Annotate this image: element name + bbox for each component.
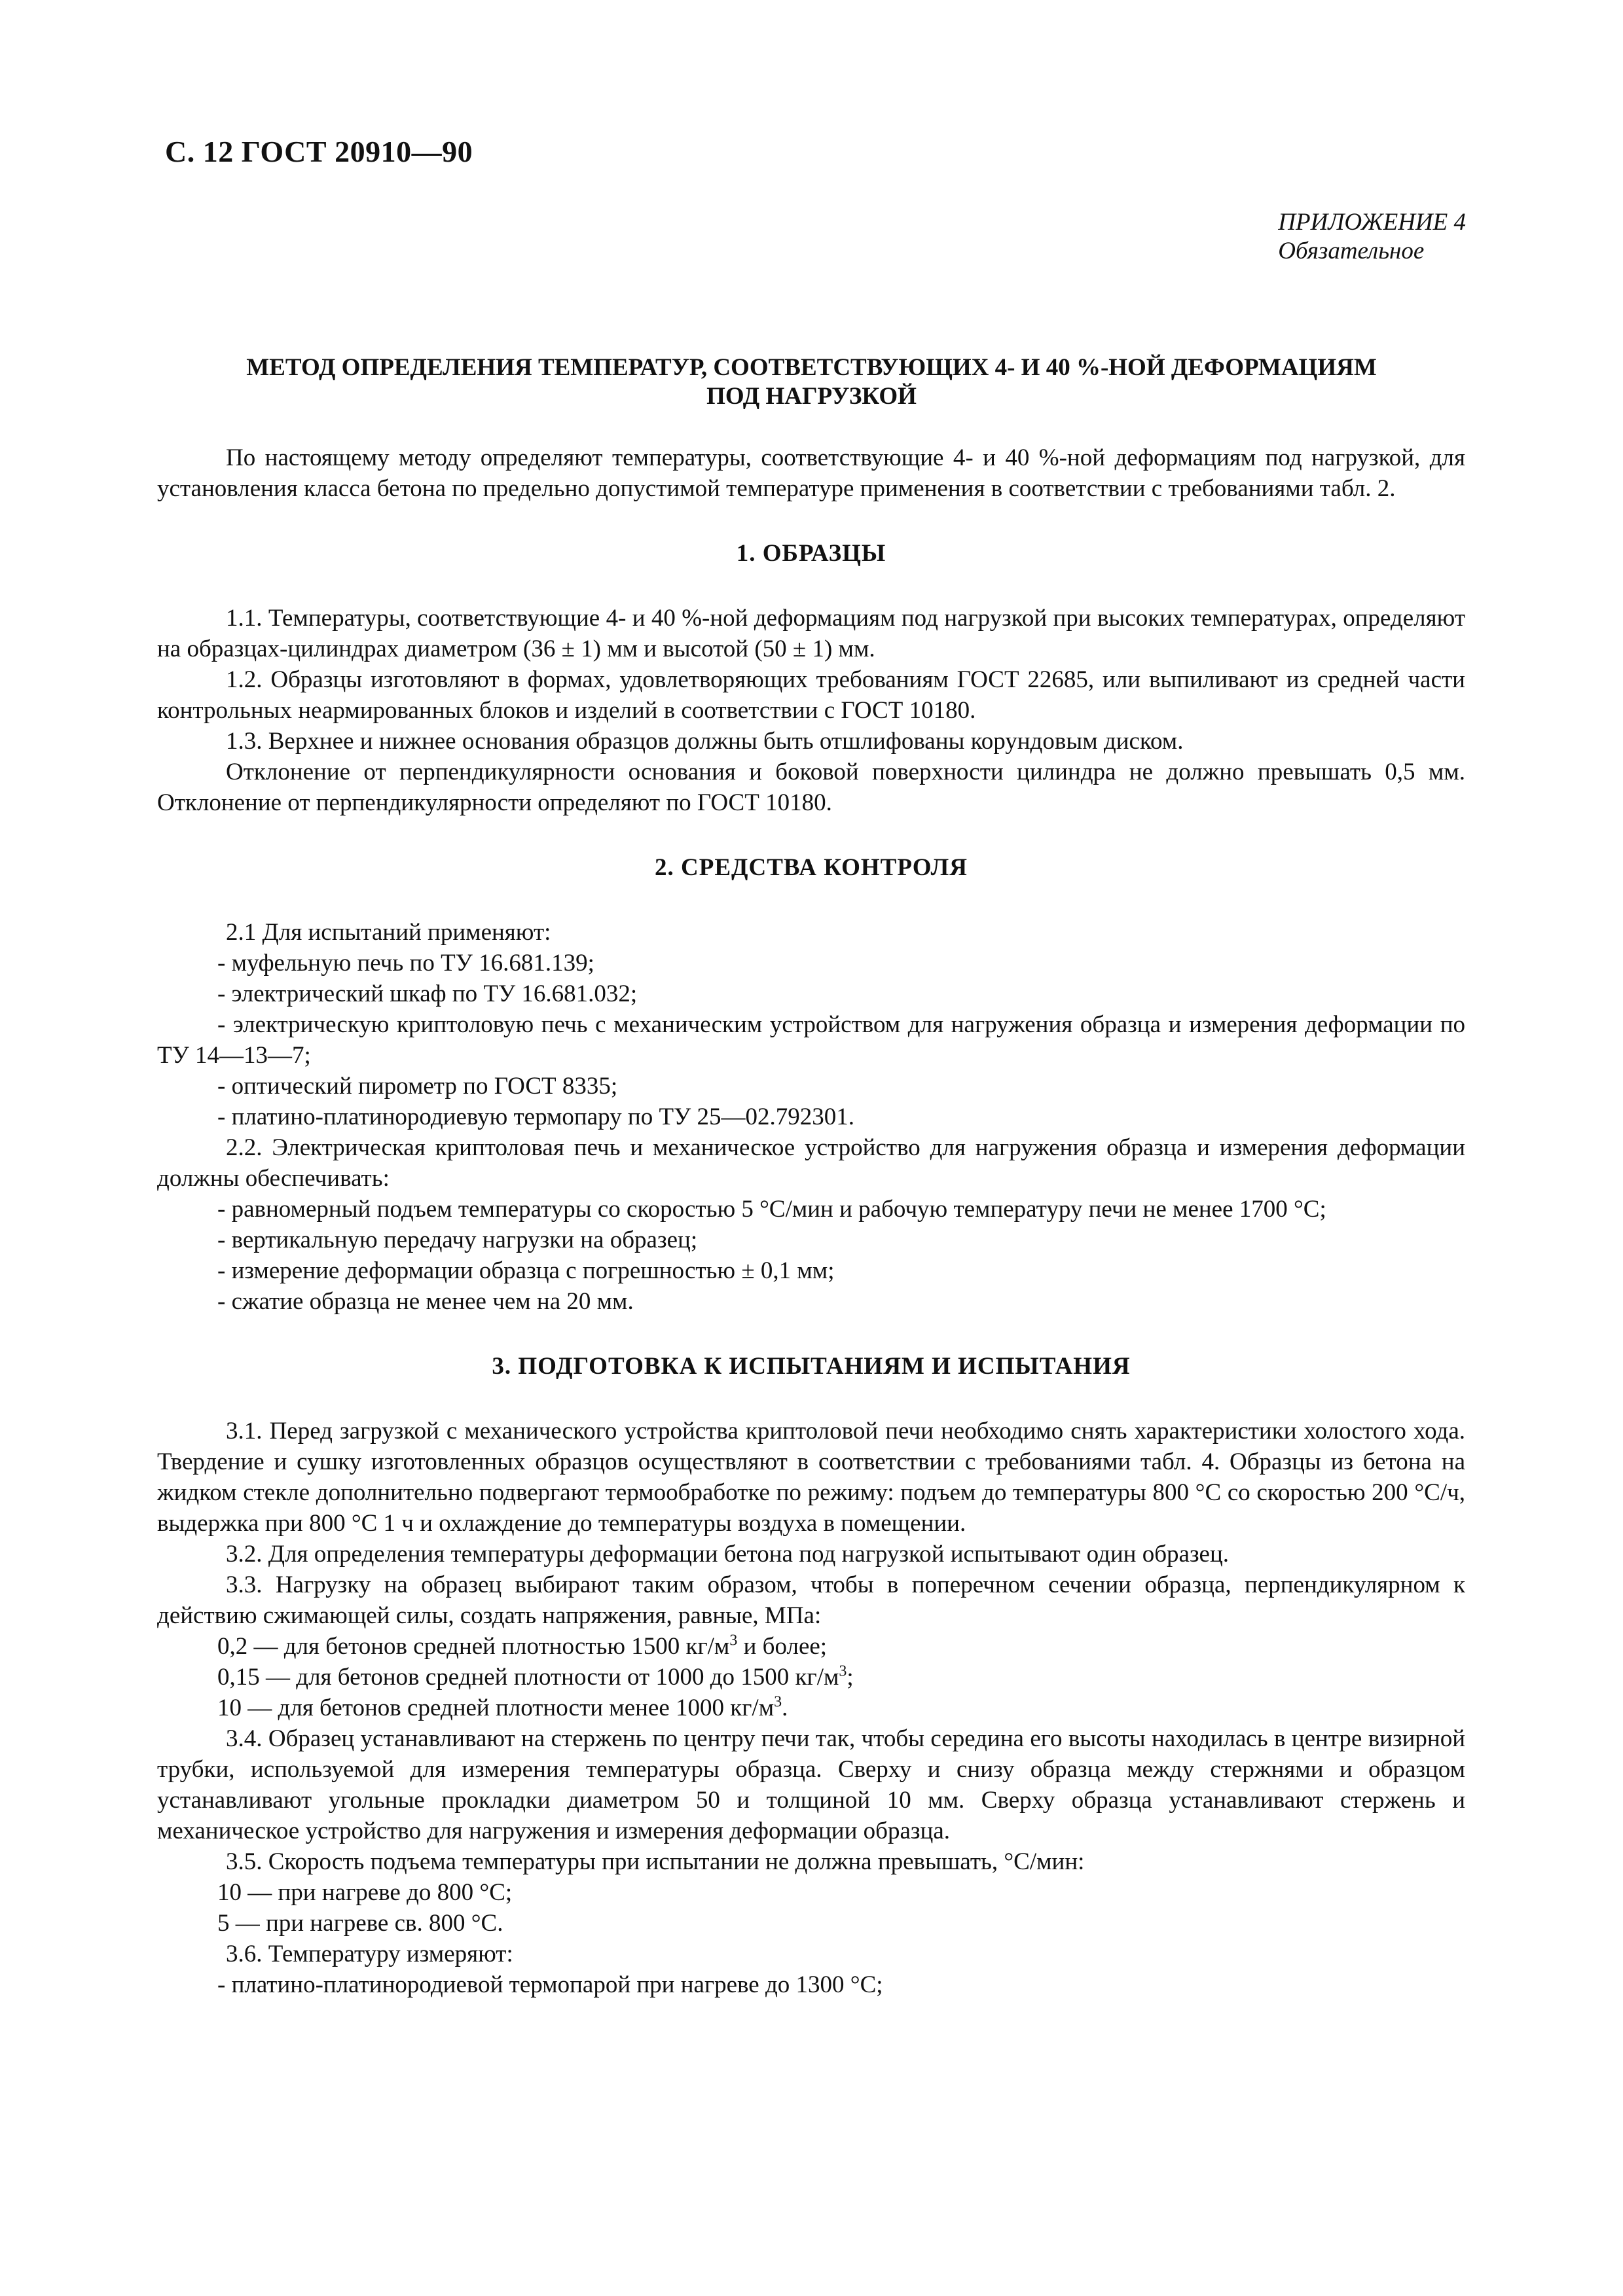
- equipment-list-item: - муфельную печь по ТУ 16.681.139;: [217, 950, 594, 977]
- clause-3-4: 3.4. Образец устанавливают на стержень по центру печи так, чтобы середина его высоты находилась в центре визирной трубки, используемой для измерения температуры образца. Сверху и снизу образца между стержнями и образцом устанавливают угольные прокладки диаметром 50 и толщиной 10 мм. Сверху образца устанавливают стержень и механическое устройство для нагружения и измерения деформации образца.: [157, 1725, 1465, 1844]
- equipment-list-item: - электрический шкаф по ТУ 16.681.032;: [217, 980, 638, 1007]
- page-header: С. 12 ГОСТ 20910—90: [165, 135, 473, 168]
- appendix-label: ПРИЛОЖЕНИЕ 4: [1278, 209, 1466, 236]
- requirement-list-item: - измерение деформации образца с погрешностью ± 0,1 мм;: [217, 1257, 835, 1284]
- section-2-heading: 2. СРЕДСТВА КОНТРОЛЯ: [655, 854, 968, 881]
- equipment-list-item: - платино-платинородиевую термопару по ТУ 25—02.792301.: [217, 1103, 855, 1130]
- appendix-status: Обязательное: [1278, 238, 1425, 264]
- document-body: [157, 442, 1465, 2000]
- requirement-list-item: - равномерный подъем температуры со скоростью 5 °С/мин и рабочую температуру печи не менее 1700 °С;: [217, 1196, 1326, 1223]
- clause-1-3-continuation: Отклонение от перпендикулярности основания и боковой поверхности цилиндра не должно превышать 0,5 мм. Отклонение от перпендикулярности определяют по ГОСТ 10180.: [157, 759, 1465, 816]
- load-list-item: 0,2 — для бетонов средней плотностью 1500 $кг/м^3$ и более;: [217, 1632, 828, 1660]
- measurement-list-item: - платино-платинородиевой термопарой при нагреве до 1300 °С;: [217, 1971, 883, 1998]
- section-1-heading: 1. ОБРАЗЦЫ: [736, 540, 886, 567]
- clause-3-1: 3.1. Перед загрузкой с механического устройства криптоловой печи необходимо снять характеристики холостого хода. Твердение и сушку изготовленных образцов осуществляют в соответствии с требованиями табл. 4. Образцы из бетона на жидком стекле дополнительно подвергают термообработке по режиму: подъем до температуры 800 °С со скоростью 200 °С/ч, выдержка при 800 °С 1 ч и охлаждение до температуры воздуха в помещении.: [157, 1418, 1465, 1537]
- requirement-list-item: - вертикальную передачу нагрузки на образец;: [217, 1227, 698, 1253]
- requirement-list-item: - сжатие образца не менее чем на 20 мм.: [217, 1288, 634, 1315]
- clause-1-3: 1.3. Верхнее и нижнее основания образцов должны быть отшлифованы корундовым диском.: [226, 728, 1184, 755]
- clause-3-5: 3.5. Скорость подъема температуры при испытании не должна превышать, °С/мин:: [226, 1848, 1085, 1875]
- clause-3-3: 3.3. Нагрузку на образец выбирают таким образом, чтобы в поперечном сечении образца, перпендикулярном к действию сжимающей силы, создать напряжения, равные, МПа:: [157, 1571, 1465, 1629]
- equipment-list-item: - оптический пирометр по ГОСТ 8335;: [217, 1073, 618, 1100]
- clause-1-2: 1.2. Образцы изготовляют в формах, удовлетворяющих требованиям ГОСТ 22685, или выпиливают из средней части контрольных неармированных блоков и изделий в соответствии с ГОСТ 10180.: [157, 666, 1465, 724]
- document-title-line-2: ПОД НАГРУЗКОЙ: [706, 383, 917, 410]
- section-3-heading: 3. ПОДГОТОВКА К ИСПЫТАНИЯМ И ИСПЫТАНИЯ: [492, 1353, 1131, 1380]
- rate-list-item: 10 — при нагреве до 800 °С;: [217, 1879, 513, 1906]
- intro-paragraph: По настоящему методу определяют температуры, соответствующие 4- и 40 %-ной деформациям под нагрузкой, для установления класса бетона по предельно допустимой температуре применения в соответствии с требованиями табл. 2.: [157, 444, 1465, 502]
- load-list-item: 0,15 — для бетонов средней плотности от 1000 до 1500 $кг/м^3$;: [217, 1662, 854, 1691]
- appendix-block: [1278, 208, 1466, 266]
- load-list-item: 10 — для бетонов средней плотности менее 1000 $кг/м^3$.: [217, 1693, 788, 1721]
- equipment-list-item: - электрическую криптоловую печь с механическим устройством для нагружения образца и измерения деформации по ТУ 14—13—7;: [157, 1011, 1465, 1069]
- clause-3-6: 3.6. Температуру измеряют:: [226, 1941, 513, 1967]
- document-title: [165, 353, 1458, 411]
- rate-list-item: 5 — при нагреве св. 800 °С.: [217, 1910, 503, 1937]
- clause-2-2: 2.2. Электрическая криптоловая печь и механическое устройство для нагружения образца и измерения деформации должны обеспечивать:: [157, 1134, 1465, 1192]
- clause-3-2: 3.2. Для определения температуры деформации бетона под нагрузкой испытывают один образец.: [226, 1541, 1230, 1568]
- clause-1-1: 1.1. Температуры, соответствующие 4- и 40 %-ной деформациям под нагрузкой при высоких температурах, определяют на образцах-цилиндрах диаметром (36 ± 1) мм и высотой (50 ± 1) мм.: [157, 605, 1465, 662]
- document-title-line-1: МЕТОД ОПРЕДЕЛЕНИЯ ТЕМПЕРАТУР, СООТВЕТСТВУЮЩИХ 4- И 40 %-НОЙ ДЕФОРМАЦИЯМ: [246, 354, 1377, 381]
- clause-2-1: 2.1 Для испытаний применяют:: [226, 919, 551, 946]
